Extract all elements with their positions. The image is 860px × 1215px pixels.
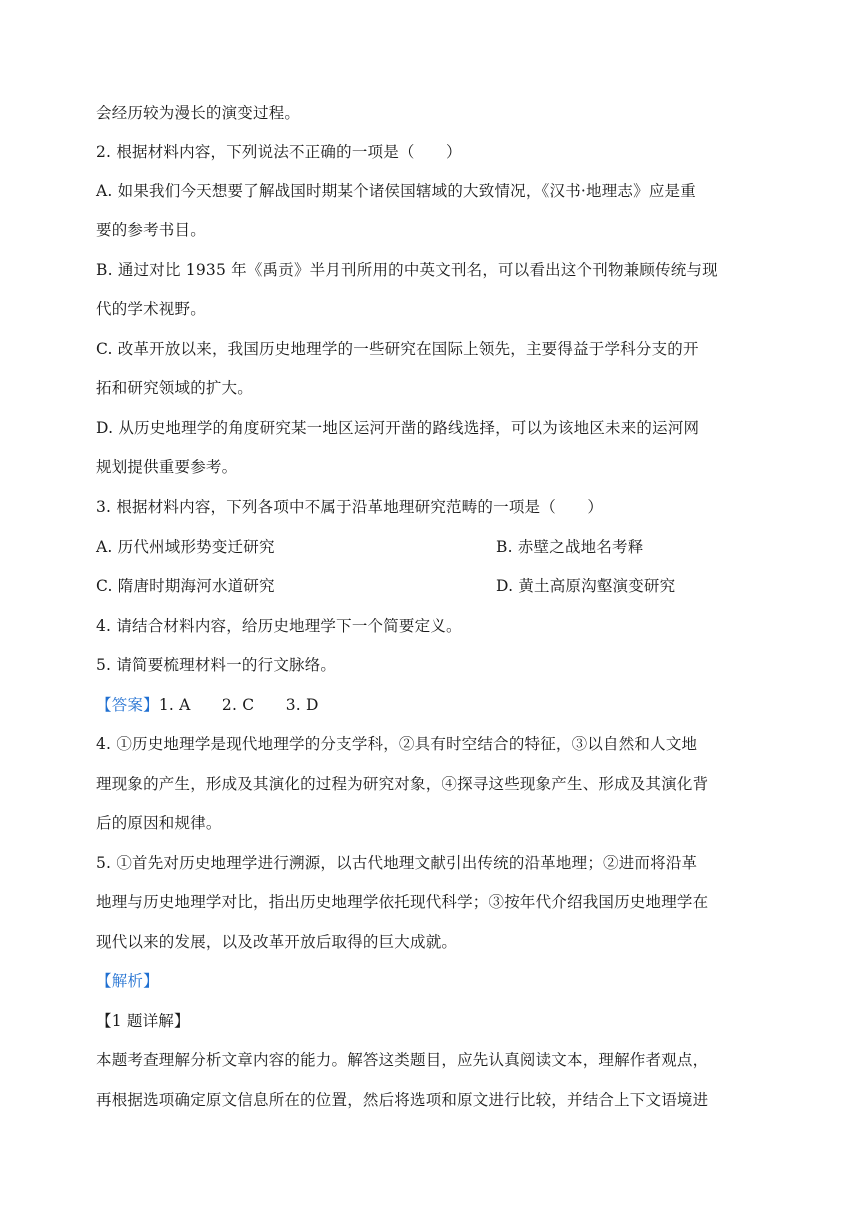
- answer-5-line3: 现代以来的发展，以及改革开放后取得的巨大成就。: [96, 933, 458, 951]
- answer-tag: 【答案】: [96, 696, 159, 714]
- answer-5-line1: 5. ①首先对历史地理学进行溯源，以古代地理文献引出传统的沿革地理；②进而将沿革: [96, 854, 698, 872]
- option-2d-line1: D. 从历史地理学的角度研究某一地区运河开凿的路线选择，可以为该地区未来的运河网: [96, 419, 700, 437]
- answer-4-line1: 4. ①历史地理学是现代地理学的分支学科，②具有时空结合的特征，③以自然和人文地: [96, 735, 698, 753]
- answer-4-line3: 后的原因和规律。: [96, 814, 222, 832]
- answer-line: [96, 694, 768, 716]
- answer-choices: 1. A 2. C 3. D: [158, 696, 319, 714]
- analysis-text-line2: 再根据选项确定原文信息所在的位置，然后将选项和原文进行比较，并结合上下文语境进: [96, 1091, 709, 1109]
- question-5: 5. 请简要梳理材料一的行文脉络。: [96, 656, 337, 674]
- option-3d: D. 黄土高原沟壑演变研究: [496, 577, 676, 595]
- option-2b-line2: 代的学术视野。: [96, 300, 206, 318]
- option-2c-line1: C. 改革开放以来，我国历史地理学的一些研究在国际上领先，主要得益于学科分支的开: [96, 340, 699, 358]
- answer-5-line2: 地理与历史地理学对比，指出历史地理学依托现代科学；③按年代介绍我国历史地理学在: [96, 893, 709, 911]
- text-line: 会经历较为漫长的演变过程。: [96, 104, 301, 122]
- question-2: 2. 根据材料内容，下列说法不正确的一项是（ ）: [96, 143, 462, 161]
- question-4: 4. 请结合材料内容，给历史地理学下一个简要定义。: [96, 617, 462, 635]
- question-3: 3. 根据材料内容，下列各项中不属于沿革地理研究范畴的一项是（ ）: [96, 498, 604, 516]
- answer-4-line2: 理现象的产生，形成及其演化的过程为研究对象，④探寻这些现象产生、形成及其演化背: [96, 775, 709, 793]
- analysis-line: [96, 970, 768, 992]
- option-2c-line2: 拓和研究领域的扩大。: [96, 379, 254, 397]
- detail-heading: 【1 题详解】: [96, 1012, 190, 1030]
- option-2a-line1: A. 如果我们今天想要了解战国时期某个诸侯国辖域的大致情况，《汉书·地理志》应是重: [96, 182, 696, 200]
- option-2b-line1: B. 通过对比 1935 年《禹贡》半月刊所用的中英文刊名，可以看出这个刊物兼顾传统与现: [96, 261, 718, 279]
- option-2a-line2: 要的参考书目。: [96, 221, 206, 239]
- analysis-text-line1: 本题考查理解分析文章内容的能力。解答这类题目，应先认真阅读文本，理解作者观点，: [96, 1051, 709, 1069]
- option-3b: B. 赤壁之战地名考释: [496, 538, 644, 556]
- option-3a: A. 历代州域形势变迁研究: [96, 538, 275, 556]
- option-2d-line2: 规划提供重要参考。: [96, 458, 238, 476]
- analysis-tag: 【解析】: [96, 972, 159, 990]
- option-3c: C. 隋唐时期海河水道研究: [96, 577, 275, 595]
